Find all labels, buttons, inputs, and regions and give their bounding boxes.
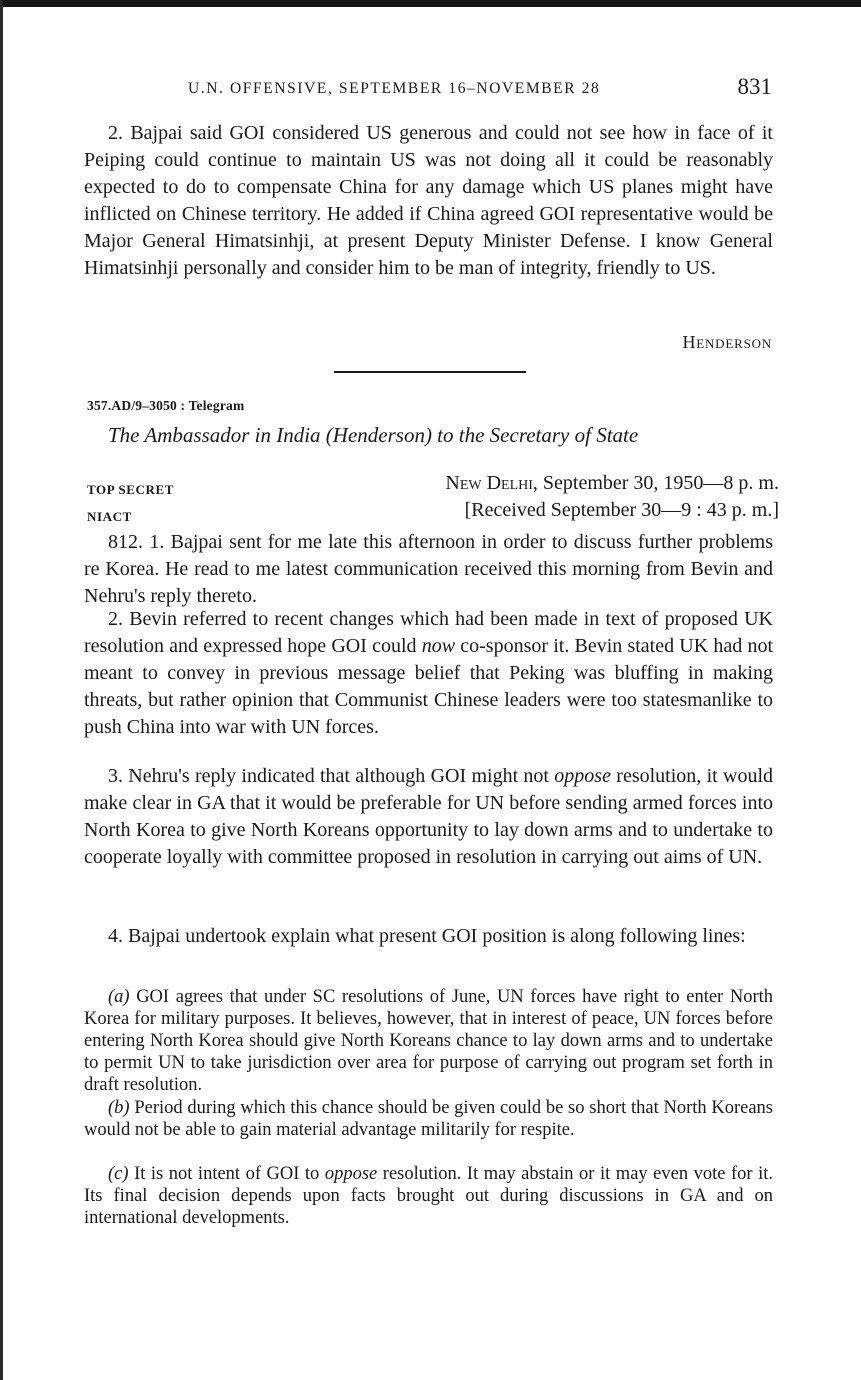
paragraph-3-text-a: 3. Nehru's reply indicated that although GOI might not — [108, 765, 555, 787]
point-a-text: GOI agrees that under SC resolutions of June, UN forces have right to enter North Korea for military purposes. It believes, however, that in interest of peace, UN forces before entering North Korea should give North Koreans chance to lay down arms and to undertake to permit UN to take jurisdiction over area for purpose of carrying out program set forth in draft resolution. — [84, 987, 773, 1095]
paragraph-2-text-b: co-sponsor it. Bevin stated UK had not meant to convey in previous message belief that Peking was bluffing in making threats, but rather opinion that Communist Chinese leaders were too statesmanlike to push China into war with UN forces. — [84, 635, 773, 738]
point-c-text-a: It is not intent of GOI to — [128, 1164, 325, 1184]
paragraph-2-text-a: 2. Bevin referred to recent changes which had been made in text of proposed UK resolution and expressed hope GOI could — [84, 608, 773, 657]
received-note: [Received September 30—9 : 43 p. m.] — [464, 499, 779, 521]
document-title: The Ambassador in India (Henderson) to the Secretary of State — [108, 423, 639, 447]
dateline-date: September 30, 1950—8 p. m. — [542, 472, 779, 494]
point-b — [84, 1097, 773, 1141]
paragraph-3-emphasis: oppose — [554, 765, 611, 787]
paragraph-2 — [84, 606, 773, 741]
signature: Henderson — [682, 332, 772, 352]
dateline — [445, 472, 779, 495]
paragraph-3 — [84, 763, 773, 871]
point-b-text: Period during which this chance should be given could be so short that North Koreans would not be able to gain material advantage militarily for respite. — [84, 1098, 773, 1140]
point-c-label: (c) — [108, 1164, 129, 1184]
paragraph-4: 4. Bajpai undertook explain what present GOI position is along following lines: — [108, 925, 746, 947]
point-c — [84, 1163, 773, 1229]
file-reference: 357.AD/9–3050 : Telegram — [87, 398, 245, 413]
page-left-edge — [0, 0, 3, 1380]
page-header — [188, 74, 772, 104]
point-a-label: (a) — [108, 987, 130, 1007]
section-divider — [334, 371, 526, 373]
precedence-label: NIACT — [87, 509, 132, 524]
running-head: U.N. OFFENSIVE, SEPTEMBER 16–NOVEMBER 28 — [188, 80, 601, 97]
page-top-edge — [0, 0, 861, 7]
point-c-text-b: resolution. It may abstain or it may even vote for it. Its final decision depends upon facts brought out during discussions in GA and on international developments. — [84, 1164, 773, 1228]
point-c-emphasis: oppose — [324, 1164, 378, 1184]
previous-telegram-paragraph-2: 2. Bajpai said GOI considered US generous and could not see how in face of it Peiping could continue to maintain US was not doing all it could be reasonably expected to do to compensate China for any damage which US planes might have inflicted on Chinese territory. He added if China agreed GOI representative would be Major General Himatsinhji, at present Deputy Minister Defense. I know General Himatsinhji personally and consider him to be man of integrity, friendly to US. — [84, 122, 773, 279]
paragraph-1: 812. 1. Bajpai sent for me late this afternoon in order to discuss further problems re Korea. He read to me latest communication received this morning from Bevin and Nehru's reply thereto. — [84, 531, 773, 607]
paragraph-3-text-b: resolution, it would make clear in GA that it would be preferable for UN before sending armed forces into North Korea to give North Koreans opportunity to lay down arms and to undertake to cooperate loyally with committee proposed in resolution in carrying out aims of UN. — [84, 765, 773, 868]
dateline-place: New Delhi, — [445, 472, 538, 494]
point-b-label: (b) — [108, 1098, 130, 1118]
classification-label: TOP SECRET — [87, 482, 175, 497]
paragraph-2-emphasis: now — [421, 635, 456, 657]
page-number: 831 — [737, 74, 772, 99]
point-a — [84, 986, 773, 1096]
